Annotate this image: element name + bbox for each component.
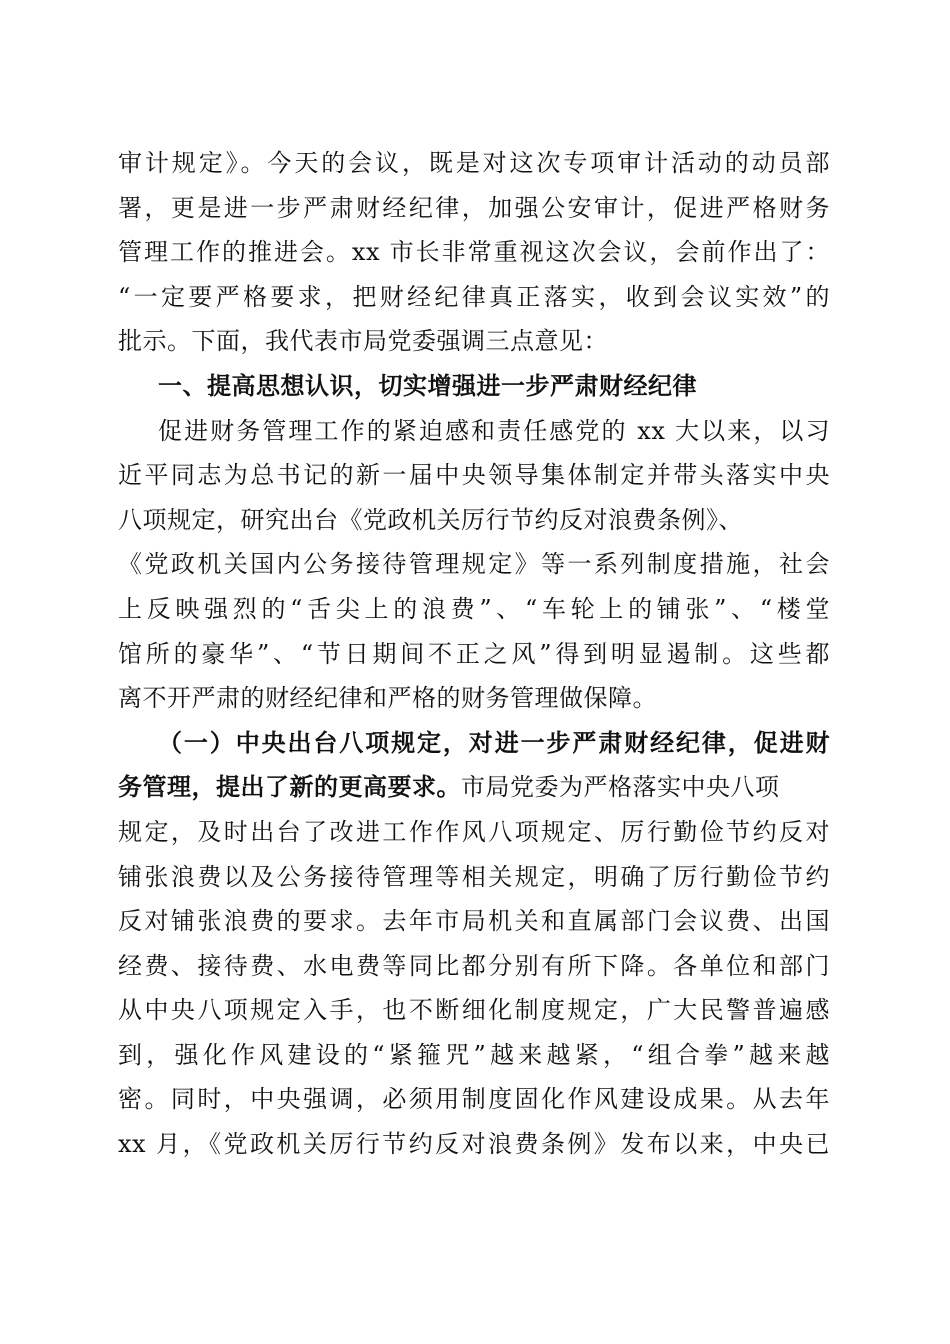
text-line: 八项规定，研究出台《党政机关厉行节约反对浪费条例》、 [118,505,743,534]
text-line: 促进财务管理工作的紧迫感和责任感党的 xx 大以来，以习 [158,416,830,445]
text-line: 密。同时，中央强调，必须用制度固化作风建设成果。从去年 [118,1085,830,1114]
subsection-heading-tail: 务管理，提出了新的更高要求。 [118,772,461,802]
text-line: xx 月，《党政机关厉行节约反对浪费条例》发布以来，中央已 [118,1130,830,1159]
text-line: 近平同志为总书记的新一届中央领导集体制定并带头落实中央 [118,461,830,490]
text-line: 反对铺张浪费的要求。去年市局机关和直属部门会议费、出国 [118,907,830,936]
subsection-heading-line: （一）中央出台八项规定，对进一步严肃财经纪律，促进财 [158,727,830,757]
text-line: 馆所的豪华”、“节日期间不正之风”得到明显遏制。这些都 [118,639,830,668]
document-body [118,141,830,1167]
text-line: 审计规定》。今天的会议，既是对这次专项审计活动的动员部 [118,149,830,177]
text-line [118,765,830,810]
text-line: 到，强化作风建设的“紧箍咒”越来越紧，“组合拳”越来越 [118,1040,830,1069]
text-line: 经费、接待费、水电费等同比都分别有所下降。各单位和部门 [118,951,830,980]
text-line: 上反映强烈的“舌尖上的浪费”、“车轮上的铺张”、“楼堂 [118,594,830,623]
text-line: “一定要严格要求，把财经纪律真正落实，收到会议实效”的 [118,282,830,311]
text-line: 从中央八项规定入手，也不断细化制度规定，广大民警普遍感 [118,996,830,1025]
text-line: 署，更是进一步严肃财经纪律，加强公安审计，促进严格财务 [118,193,830,222]
text-line: 铺张浪费以及公务接待管理等相关规定，明确了厉行勤俭节约 [118,862,830,891]
paragraph-subsection-one [118,721,830,1167]
paragraph-section-one [118,409,830,721]
text-line: 管理工作的推进会。xx 市长非常重视这次会议，会前作出了： [118,238,830,267]
text-line: 批示。下面，我代表市局党委强调三点意见： [118,327,608,356]
paragraph-intro [118,141,830,364]
text-line: 离不开严肃的财经纪律和严格的财务管理做保障。 [118,684,657,713]
text-span: 市局党委为严格落实中央八项 [461,773,780,802]
text-line: 规定，及时出台了改进工作作风八项规定、厉行勤俭节约反对 [118,817,830,846]
text-line: 《党政机关国内公务接待管理规定》等一系列制度措施，社会 [118,550,830,579]
section-heading: 一、提高思想认识，切实增强进一步严肃财经纪律 [158,371,697,400]
